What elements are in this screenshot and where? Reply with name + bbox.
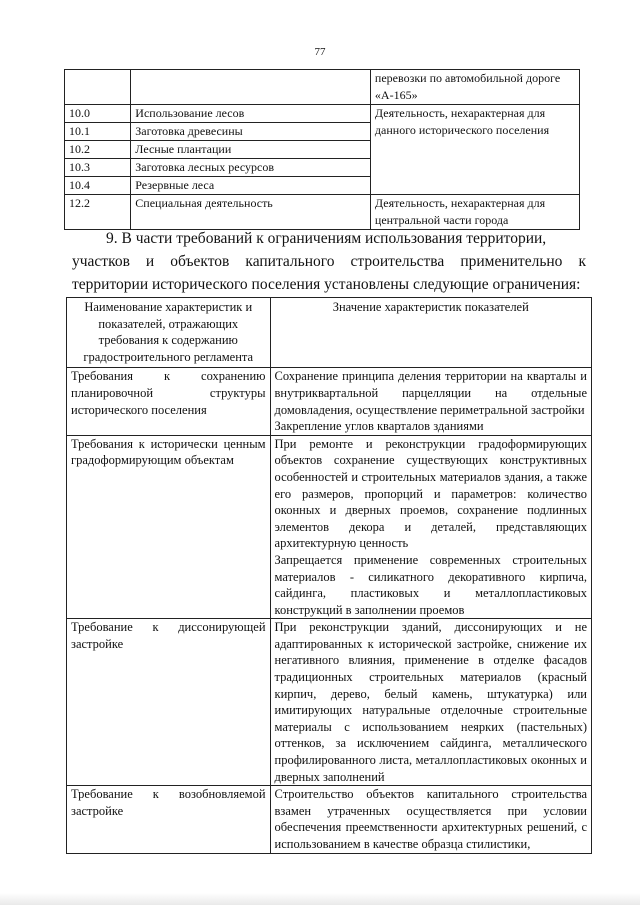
code-cell: 10.2 [65,141,131,159]
requirement-value-extra: Запрещается применение современных строительных материалов - силикатного декоративного кирпича, сайдинга, пластиковых и металлопластиковых конструкций в заполнении проемов [274,552,587,617]
scan-edge [0,893,640,905]
paragraph-rest: участков и объектов капитального строительства применительно к территории исторического поселения установлены следующие ограничения: [72,253,586,293]
land-use-codes-table [64,69,580,230]
note-cell: Деятельность, нехарактерная для данного исторического поселения [370,105,579,195]
table-row [67,368,592,435]
page-number: 77 [314,46,326,58]
name-cell: Лесные плантации [131,141,371,159]
requirement-value-extra: Закрепление углов кварталов зданиями [274,419,484,434]
continuation-cell: перевозки по автомобильной дороге «А-165» [370,70,579,105]
paragraph-first-line: 9. В части требований к ограничениям использования территории, [106,230,547,247]
code-cell: 10.3 [65,159,131,177]
table-header-row [67,298,592,368]
code-cell: 12.2 [65,195,131,230]
table-row [65,70,580,105]
requirement-value: Строительство объектов капитального строительства взамен утраченных осуществляется при условии обеспечения преемственности архитектурных решений, с использованием в качестве образца стилистики, [274,787,587,851]
table-row [65,195,580,230]
code-cell: 10.0 [65,105,131,123]
requirement-value: При реконструкции зданий, диссонирующих и не адаптированных к исторической застройке, снижение их негативного влияния, применение в отделке фасадов традиционных строительных материалов (красный кирпич, дерево, белый камень, штукатурка) или имитирующих натуральные отделочные строительные материалы с использованием неярких (пастельных) оттенков, за исключением сайдинга, металлического профилированного листа, металлопластиковых оконных и дверных заполнений [274,620,587,784]
table-row [67,619,592,786]
name-cell: Резервные леса [131,177,371,195]
header-left: Наименование характеристик и показателей, отражающих требования к содержанию градостроительного регламента [67,298,271,368]
name-cell: Использование лесов [131,105,371,123]
requirement-name: Требования к сохранению планировочной структуры исторического поселения [71,369,266,417]
name-cell: Заготовка лесных ресурсов [131,159,371,177]
requirement-name: Требования к исторически ценным градоформирующим объектам [71,436,266,468]
header-right: Значение характеристик показателей [270,298,591,368]
paragraph-9 [72,227,586,296]
table-row [67,435,592,619]
table-row [67,786,592,853]
note-cell: Деятельность, нехарактерная для центральной части города [370,195,579,230]
requirement-value: При ремонте и реконструкции градоформирующих объектов сохранение существующих конструктивных особенностей и строительных материалов здания, а также его размеров, пропорций и параметров: количество оконных и дверных проемов, сохранение подлинных элементов декора и деталей, представляющих архитектурную ценность [274,436,587,551]
requirement-name: Требование к диссонирующей застройке [71,620,266,651]
code-cell: 10.1 [65,123,131,141]
name-cell: Специальная деятельность [131,195,371,230]
requirement-name: Требование к возобновляемой застройке [71,787,266,818]
requirements-table [66,297,592,854]
requirement-value: Сохранение принципа деления территории на кварталы и внутриквартальной парцелляции на отдельные домовладения, осуществление периметральной застройки [274,369,587,417]
code-cell: 10.4 [65,177,131,195]
table-row [65,105,580,123]
name-cell: Заготовка древесины [131,123,371,141]
